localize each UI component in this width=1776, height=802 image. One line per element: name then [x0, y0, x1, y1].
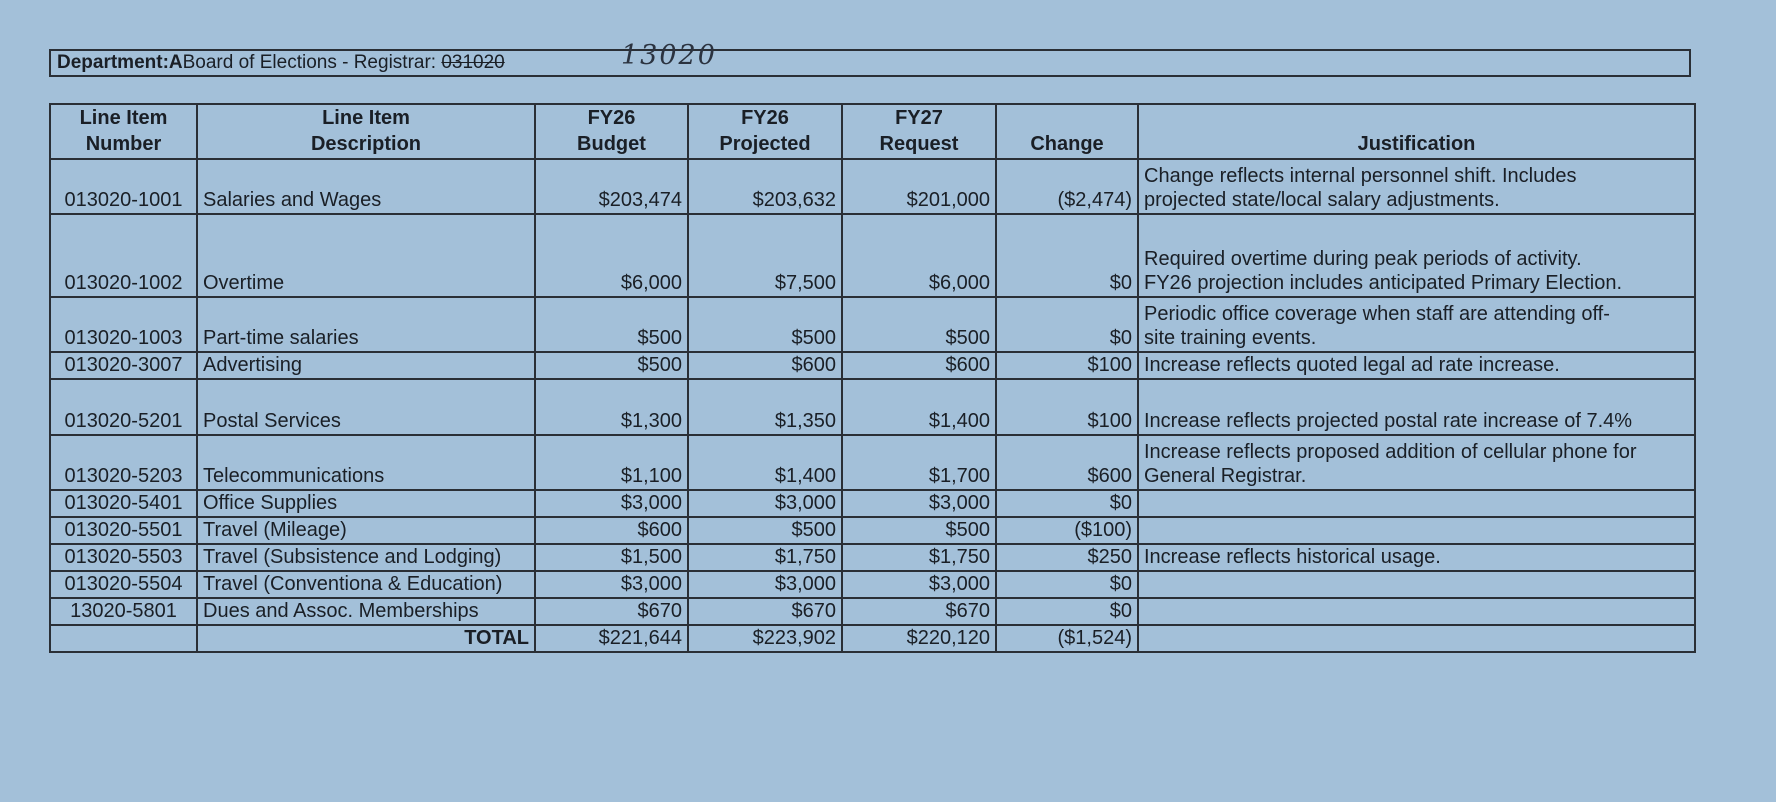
table-row [50, 544, 1695, 571]
line-item-description: Office Supplies [197, 490, 535, 517]
change: $0 [996, 214, 1138, 297]
fy27-request: $1,750 [842, 544, 996, 571]
line-item-description: Travel (Mileage) [197, 517, 535, 544]
handwritten-code: 13020 [621, 40, 717, 71]
fy26-projected: $600 [688, 352, 842, 379]
justification [1138, 490, 1695, 517]
fy26-budget: $1,500 [535, 544, 688, 571]
fy26-budget: $670 [535, 598, 688, 625]
total-fy26-budget: $221,644 [535, 625, 688, 652]
total-number-cell [50, 625, 197, 652]
table-row [50, 435, 1695, 490]
table-row [50, 571, 1695, 598]
fy26-projected: $1,750 [688, 544, 842, 571]
fy26-budget: $600 [535, 517, 688, 544]
line-item-number: 13020-5801 [50, 598, 197, 625]
line-item-description: Overtime [197, 214, 535, 297]
line-item-description: Advertising [197, 352, 535, 379]
fy26-budget: $3,000 [535, 490, 688, 517]
table-row [50, 598, 1695, 625]
header-line-item-description: Line Item Description [197, 104, 535, 159]
table-row [50, 297, 1695, 352]
header-justification: Justification [1138, 104, 1695, 159]
header-line-item-number: Line Item Number [50, 104, 197, 159]
table-row [50, 352, 1695, 379]
fy26-budget: $1,100 [535, 435, 688, 490]
total-change: ($1,524) [996, 625, 1138, 652]
change: $600 [996, 435, 1138, 490]
table-row [50, 490, 1695, 517]
justification: Periodic office coverage when staff are attending off- site training events. [1138, 297, 1695, 352]
fy27-request: $670 [842, 598, 996, 625]
line-item-description: Dues and Assoc. Memberships [197, 598, 535, 625]
fy27-request: $600 [842, 352, 996, 379]
line-item-number: 013020-1001 [50, 159, 197, 214]
change: $100 [996, 379, 1138, 435]
justification: Increase reflects projected postal rate increase of 7.4% [1138, 379, 1695, 435]
line-item-description: Part-time salaries [197, 297, 535, 352]
table-row [50, 517, 1695, 544]
line-item-number: 013020-5201 [50, 379, 197, 435]
line-item-description: Travel (Subsistence and Lodging) [197, 544, 535, 571]
change: $0 [996, 297, 1138, 352]
budget-table [49, 103, 1696, 653]
line-item-number: 013020-1003 [50, 297, 197, 352]
line-item-number: 013020-5401 [50, 490, 197, 517]
change: $100 [996, 352, 1138, 379]
fy26-projected: $7,500 [688, 214, 842, 297]
justification [1138, 517, 1695, 544]
line-item-number: 013020-5504 [50, 571, 197, 598]
change: $0 [996, 571, 1138, 598]
line-item-description: Travel (Conventiona & Education) [197, 571, 535, 598]
justification: Change reflects internal personnel shift. Includes projected state/local salary adjustments. [1138, 159, 1695, 214]
fy27-request: $6,000 [842, 214, 996, 297]
fy26-budget: $1,300 [535, 379, 688, 435]
change: $250 [996, 544, 1138, 571]
line-item-number: 013020-5203 [50, 435, 197, 490]
table-row [50, 379, 1695, 435]
fy26-budget: $3,000 [535, 571, 688, 598]
justification: Increase reflects historical usage. [1138, 544, 1695, 571]
justification: Increase reflects proposed addition of cellular phone for General Registrar. [1138, 435, 1695, 490]
fy26-projected: $500 [688, 297, 842, 352]
fy27-request: $1,400 [842, 379, 996, 435]
change: ($2,474) [996, 159, 1138, 214]
fy26-projected: $1,400 [688, 435, 842, 490]
table-row [50, 214, 1695, 297]
total-justification [1138, 625, 1695, 652]
fy26-projected: $500 [688, 517, 842, 544]
department-label: Department:A [57, 52, 183, 73]
fy26-projected: $1,350 [688, 379, 842, 435]
justification [1138, 571, 1695, 598]
department-bar [49, 40, 1691, 77]
fy26-budget: $500 [535, 352, 688, 379]
fy27-request: $500 [842, 517, 996, 544]
justification: Required overtime during peak periods of activity. FY26 projection includes anticipated Primary Election. [1138, 214, 1695, 297]
line-item-description: Salaries and Wages [197, 159, 535, 214]
fy26-budget: $203,474 [535, 159, 688, 214]
fy27-request: $500 [842, 297, 996, 352]
department-name: Board of Elections - Registrar: [182, 52, 442, 73]
line-item-number: 013020-1002 [50, 214, 197, 297]
fy26-projected: $203,632 [688, 159, 842, 214]
fy26-projected: $3,000 [688, 490, 842, 517]
fy27-request: $3,000 [842, 571, 996, 598]
fy26-projected: $670 [688, 598, 842, 625]
fy27-request: $1,700 [842, 435, 996, 490]
justification [1138, 598, 1695, 625]
registrar-code: 031020 [441, 52, 505, 73]
line-item-description: Postal Services [197, 379, 535, 435]
fy26-projected: $3,000 [688, 571, 842, 598]
line-item-number: 013020-5503 [50, 544, 197, 571]
fy27-request: $201,000 [842, 159, 996, 214]
change: $0 [996, 490, 1138, 517]
table-row [50, 159, 1695, 214]
total-row [50, 625, 1695, 652]
total-label: TOTAL [197, 625, 535, 652]
change: $0 [996, 598, 1138, 625]
line-item-number: 013020-3007 [50, 352, 197, 379]
fy27-request: $3,000 [842, 490, 996, 517]
total-fy26-projected: $223,902 [688, 625, 842, 652]
header-fy26-projected: FY26 Projected [688, 104, 842, 159]
justification: Increase reflects quoted legal ad rate increase. [1138, 352, 1695, 379]
line-item-number: 013020-5501 [50, 517, 197, 544]
fy26-budget: $6,000 [535, 214, 688, 297]
total-fy27-request: $220,120 [842, 625, 996, 652]
line-item-description: Telecommunications [197, 435, 535, 490]
table-body [50, 159, 1695, 652]
header-row [50, 104, 1695, 159]
fy26-budget: $500 [535, 297, 688, 352]
header-change: Change [996, 104, 1138, 159]
change: ($100) [996, 517, 1138, 544]
header-fy26-budget: FY26 Budget [535, 104, 688, 159]
header-fy27-request: FY27 Request [842, 104, 996, 159]
